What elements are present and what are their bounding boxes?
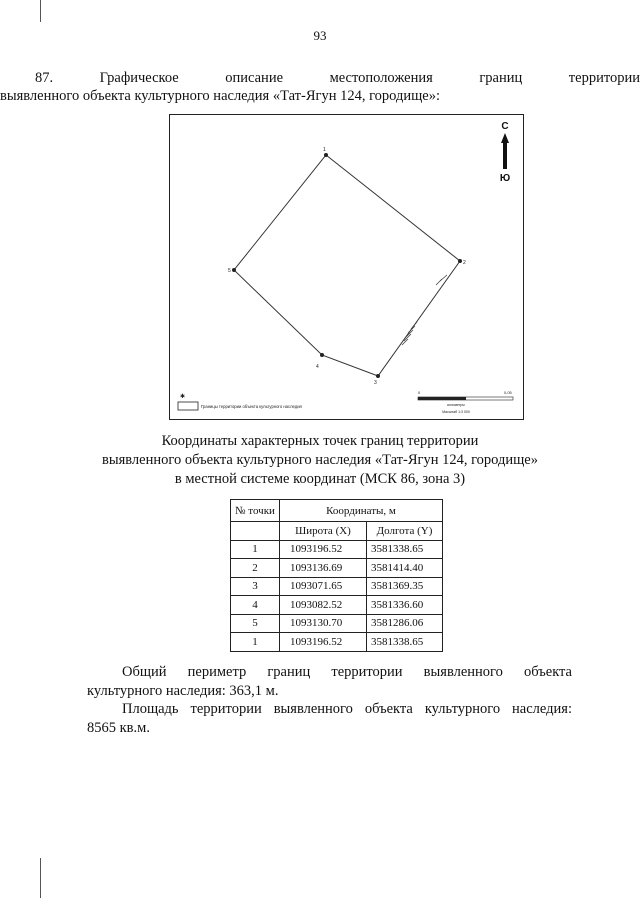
heading-line-1: 87. Графическое описание местоположения границ территории [35,70,640,86]
cell-point: 3 [231,577,280,596]
cell-point: 5 [231,614,280,633]
cell-y: 3581286.06 [367,614,443,633]
table-row [231,614,443,633]
territory-boundary [234,155,460,376]
table-row [231,559,443,578]
cell-point: 4 [231,596,280,615]
cell-x: 1093136.69 [280,559,367,578]
header-coordinates: Координаты, м [280,500,443,522]
cell-x: 1093082.52 [280,596,367,615]
summary-text [87,663,572,737]
vertex-2-marker [458,259,462,263]
coordinates-table [230,499,443,652]
caption-line-2: выявленного объекта культурного наследия «Тат-Ягун 124, городище» [102,452,538,468]
south-label: Ю [499,173,511,184]
table-row [231,540,443,559]
cell-y: 3581338.65 [367,633,443,652]
scale-unit: километры [447,403,465,407]
table-caption [0,432,640,489]
caption-line-1: Координаты характерных точек границ территории [161,433,479,449]
scale-max: 0,05 [504,390,512,395]
perimeter-line-1: Общий периметр границ территории выявленного объекта [122,664,572,680]
cell-point: 1 [231,540,280,559]
scan-artifact-top [40,0,41,22]
heading-line-2: выявленного объекта культурного наследия «Тат-Ягун 124, городище»: [0,88,441,104]
north-arrow-icon [500,121,510,184]
vertex-label-3: 3 [374,380,377,386]
legend-swatch [178,402,198,410]
table-row [231,596,443,615]
caption-line-3: в местной системе координат (МСК 86, зона 3) [174,471,466,487]
scan-artifact-bottom [40,858,41,898]
vertex-4-marker [320,353,324,357]
cell-y: 3581369.35 [367,577,443,596]
map-legend [178,393,302,410]
boundary-map [169,114,524,420]
cell-x: 1093071.65 [280,577,367,596]
cell-x: 1093196.52 [280,540,367,559]
cell-y: 3581336.60 [367,596,443,615]
vertex-3-marker [376,374,380,378]
vertex-label-2: 2 [463,260,466,266]
header-lon: Долгота (Y) [367,522,443,541]
perimeter-line-2: культурного наследия: 363,1 м. [87,682,279,699]
table-row [231,577,443,596]
cell-x: 1093130.70 [280,614,367,633]
vertex-label-4: 4 [316,364,319,370]
area-line-2: 8565 кв.м. [87,719,150,736]
north-label: С [501,121,509,132]
vertex-5-marker [232,268,236,272]
cell-y: 3581414.40 [367,559,443,578]
vertex-label-1: 1 [323,147,326,153]
legend-star-icon: ✱ [180,394,186,400]
scale-ratio: Масштаб 1:3 000 [442,410,470,414]
cell-point: 1 [231,633,280,652]
scale-bar [418,390,513,414]
vertex-label-5: 5 [228,268,231,274]
cell-point: 2 [231,559,280,578]
header-empty [231,522,280,541]
page-number: 93 [313,28,327,43]
cell-y: 3581338.65 [367,540,443,559]
header-point: № точки [231,500,280,522]
area-line-1: Площадь территории выявленного объекта культурного наследия: [122,701,572,717]
legend-text: Границы территории объекта культурного наследия [201,404,302,409]
map-canvas [170,115,523,419]
section-heading [0,69,640,105]
vertex-1-marker [324,153,328,157]
header-lat: Широта (X) [280,522,367,541]
scale-zero: 0 [418,390,421,395]
table-row [231,633,443,652]
cell-x: 1093196.52 [280,633,367,652]
